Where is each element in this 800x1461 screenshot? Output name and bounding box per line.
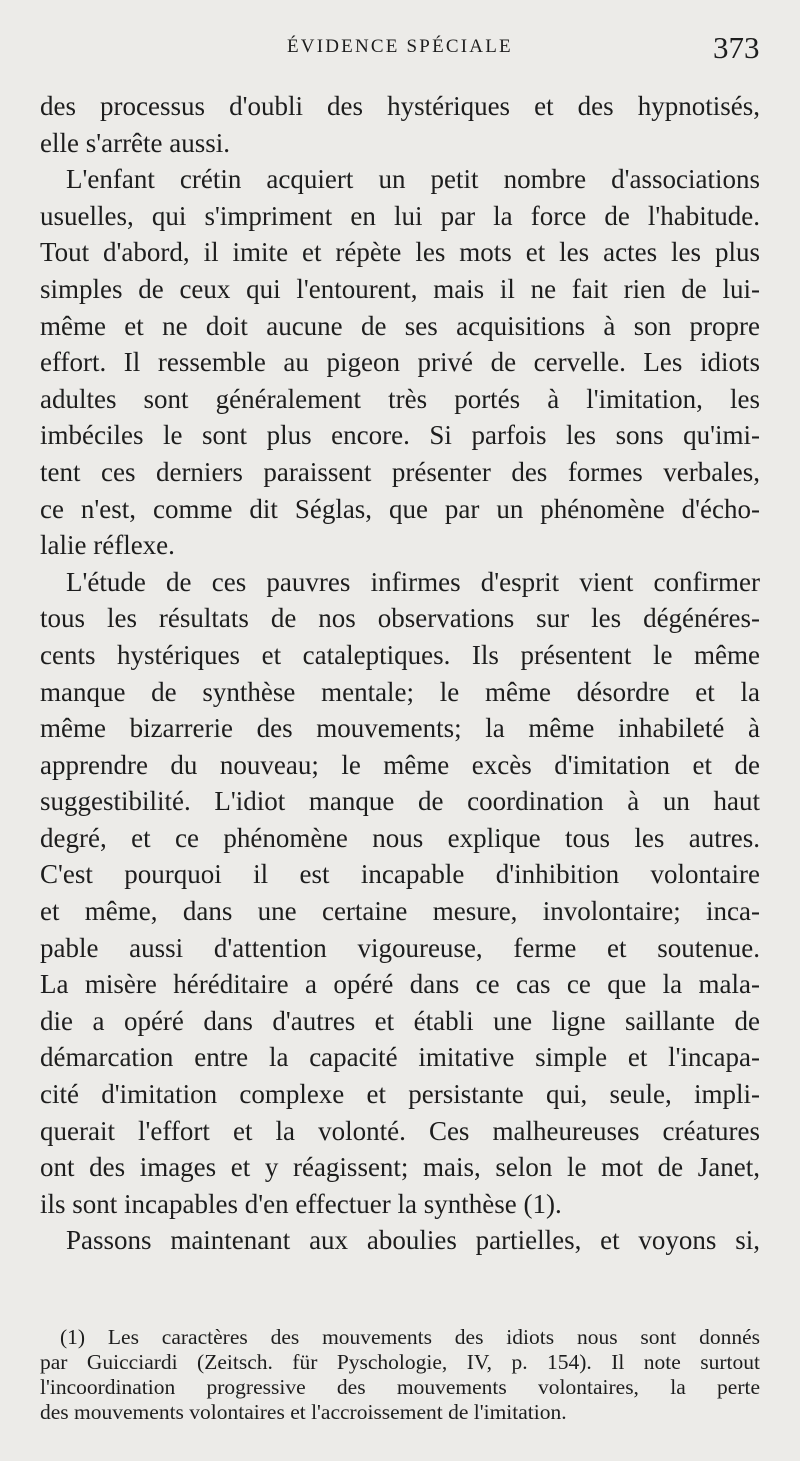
text-line: ils sont incapables d'en effectuer la synthèse (1).: [40, 1188, 562, 1219]
body-text: [40, 88, 760, 1259]
running-head: [0, 30, 800, 65]
text-line: degré, et ce phénomène nous explique tous les autres.: [40, 822, 760, 853]
text-line: L'étude de ces pauvres infirmes d'esprit vient confirmer: [66, 566, 760, 597]
text-line: querait l'effort et la volonté. Ces malheureuses créatures: [40, 1115, 760, 1146]
text-line: lalie réflexe.: [40, 530, 175, 561]
text-line: manque de synthèse mentale; le même désordre et la: [40, 676, 760, 707]
text-line: démarcation entre la capacité imitative simple et l'incapa-: [40, 1042, 760, 1073]
footnote-line: des mouvements volontaires et l'accroissement de l'imitation.: [40, 1400, 567, 1424]
text-line: ce n'est, comme dit Séglas, que par un phénomène d'écho-: [40, 493, 760, 524]
text-line: La misère héréditaire a opéré dans ce cas ce que la mala-: [40, 969, 760, 1000]
footnote-line: (1) Les caractères des mouvements des idiots nous sont donnés: [60, 1325, 760, 1349]
text-line: cents hystériques et cataleptiques. Ils présentent le même: [40, 639, 760, 670]
text-line: simples de ceux qui l'entourent, mais il ne fait rien de lui-: [40, 273, 760, 304]
text-line: elle s'arrête aussi.: [40, 127, 231, 158]
text-line: tous les résultats de nos observations sur les dégénéres-: [40, 603, 760, 634]
text-line: et même, dans une certaine mesure, involontaire; inca-: [40, 896, 760, 927]
footnote-line: l'incoordination progressive des mouvements volontaires, la perte: [40, 1375, 760, 1399]
text-line: imbéciles le sont plus encore. Si parfois les sons qu'imi-: [40, 420, 760, 451]
page-number: 373: [713, 30, 760, 65]
text-line: C'est pourquoi il est incapable d'inhibition volontaire: [40, 859, 760, 890]
text-line: apprendre du nouveau; le même excès d'imitation et de: [40, 749, 760, 780]
text-line: L'enfant crétin acquiert un petit nombre d'associations: [66, 164, 760, 195]
text-line: Tout d'abord, il imite et répète les mots et les actes les plus: [40, 237, 760, 268]
text-line: cité d'imitation complexe et persistante qui, seule, impli-: [40, 1079, 760, 1110]
text-line: suggestibilité. L'idiot manque de coordination à un haut: [40, 786, 760, 817]
running-head-title: ÉVIDENCE SPÉCIALE: [287, 36, 513, 57]
text-line: Passons maintenant aux aboulies partielles, et voyons si,: [66, 1225, 760, 1256]
text-line: usuelles, qui s'impriment en lui par la force de l'habitude.: [40, 200, 760, 231]
text-line: des processus d'oubli des hystériques et des hypnotisés,: [40, 91, 760, 121]
text-line: même et ne doit aucune de ses acquisitions à son propre: [40, 310, 760, 341]
footnote-line: par Guicciardi (Zeitsch. für Pyschologie, IV, p. 154). Il note surtout: [40, 1350, 760, 1374]
text-line: adultes sont généralement très portés à l'imitation, les: [40, 383, 760, 414]
text-line: pable aussi d'attention vigoureuse, ferme et soutenue.: [40, 932, 760, 963]
text-line: tent ces derniers paraissent présenter des formes verbales,: [40, 456, 760, 487]
text-line: ont des images et y réagissent; mais, selon le mot de Janet,: [40, 1152, 760, 1183]
text-line: même bizarrerie des mouvements; la même inhabileté à: [40, 713, 760, 744]
text-line: die a opéré dans d'autres et établi une ligne saillante de: [40, 1005, 760, 1036]
text-line: effort. Il ressemble au pigeon privé de cervelle. Les idiots: [40, 347, 760, 378]
footnote: [40, 1325, 760, 1425]
